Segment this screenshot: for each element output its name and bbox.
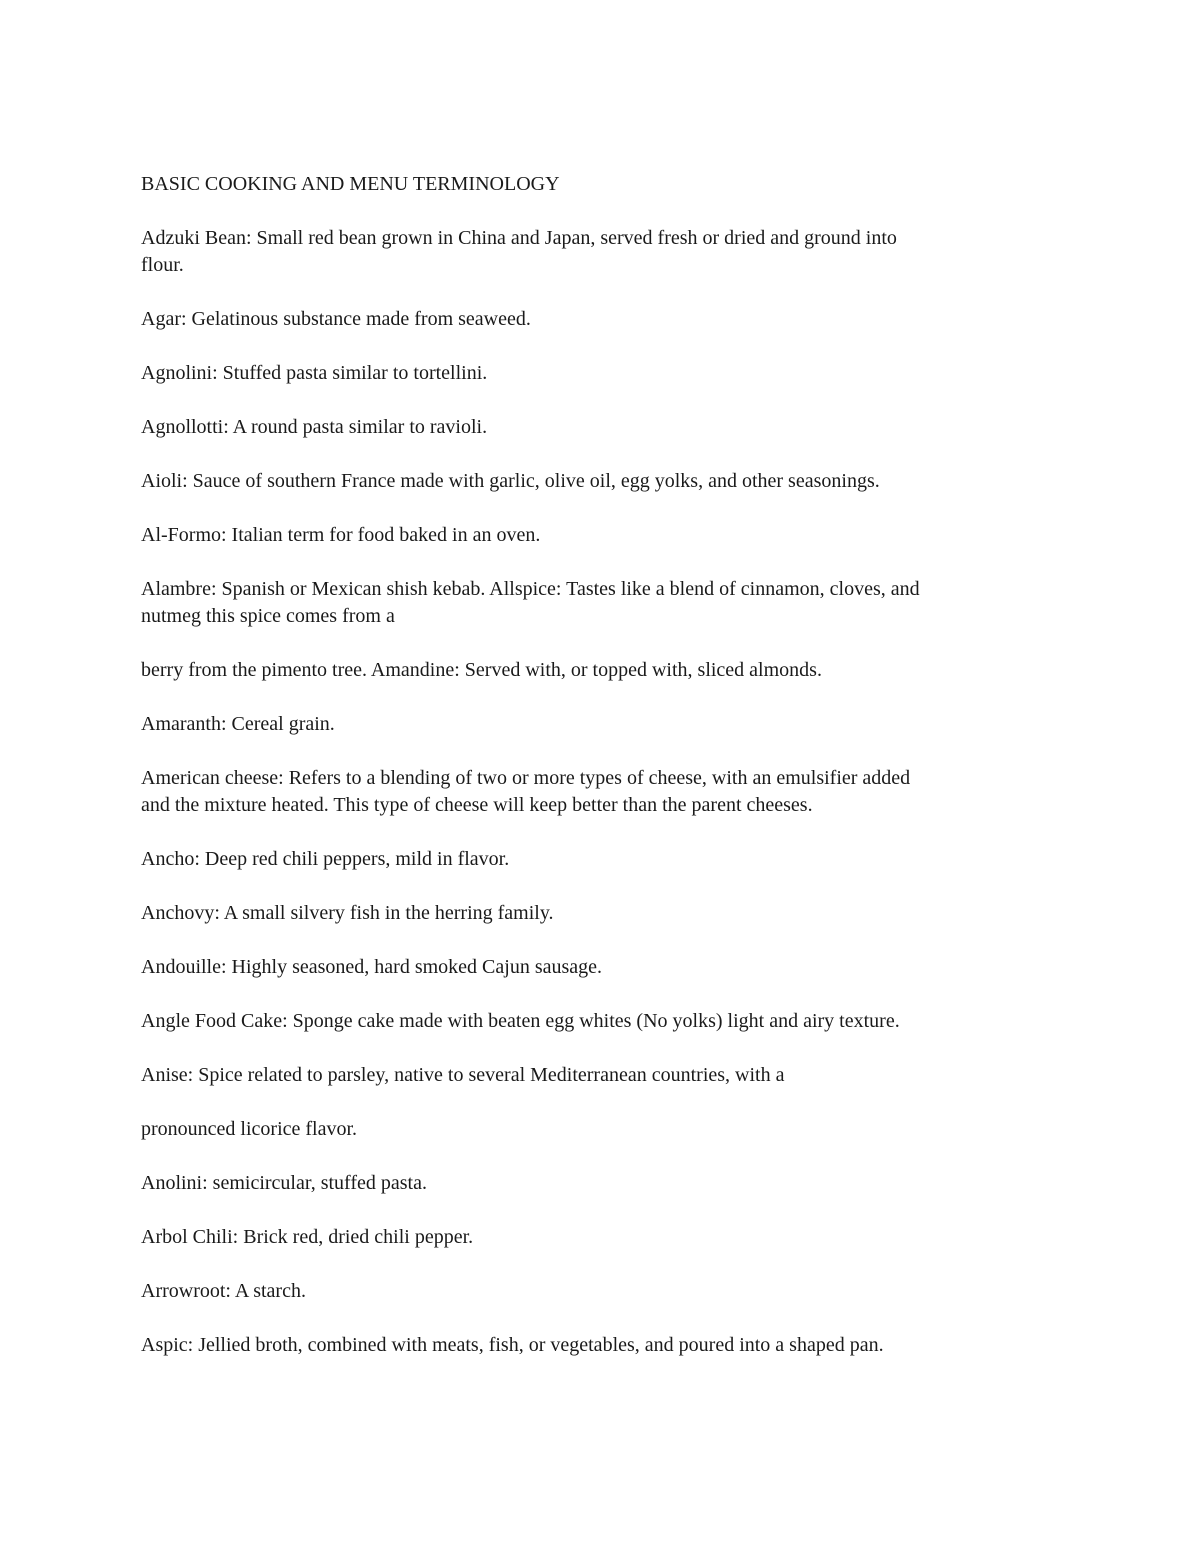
document-body <box>141 171 1076 1359</box>
term-aspic: Aspic: Jellied broth, combined with meats, fish, or vegetables, and poured into a shaped pan. <box>141 1334 884 1356</box>
term-agar: Agar: Gelatinous substance made from seaweed. <box>141 308 531 330</box>
term-andouille: Andouille: Highly seasoned, hard smoked Cajun sausage. <box>141 956 603 978</box>
term-anolini: Anolini: semicircular, stuffed pasta. <box>141 1172 427 1194</box>
term-aioli: Aioli: Sauce of southern France made with garlic, olive oil, egg yolks, and other seasonings. <box>141 470 880 492</box>
term-arbol-chili: Arbol Chili: Brick red, dried chili pepper. <box>141 1226 474 1248</box>
term-agnolini: Agnolini: Stuffed pasta similar to tortellini. <box>141 362 488 384</box>
document-title: BASIC COOKING AND MENU TERMINOLOGY <box>141 173 560 195</box>
term-anchovy: Anchovy: A small silvery fish in the herring family. <box>141 902 554 924</box>
term-adzuki-bean: Adzuki Bean: Small red bean grown in China and Japan, served fresh or dried and ground into flour. <box>141 227 897 276</box>
term-amaranth: Amaranth: Cereal grain. <box>141 713 335 735</box>
term-american-cheese: American cheese: Refers to a blending of two or more types of cheese, with an emulsifier added and the mixture heated. This type of cheese will keep better than the parent cheeses. <box>141 767 911 816</box>
term-anise-continued: pronounced licorice flavor. <box>141 1118 358 1140</box>
term-alambre-allspice: Alambre: Spanish or Mexican shish kebab. Allspice: Tastes like a blend of cinnamon, cloves, and nutmeg this spice comes from a <box>141 578 920 627</box>
term-anise: Anise: Spice related to parsley, native to several Mediterranean countries, with a <box>141 1064 785 1086</box>
term-al-formo: Al-Formo: Italian term for food baked in an oven. <box>141 524 541 546</box>
term-allspice-amandine: berry from the pimento tree. Amandine: Served with, or topped with, sliced almonds. <box>141 659 822 681</box>
term-agnollotti: Agnollotti: A round pasta similar to ravioli. <box>141 416 488 438</box>
term-angle-food-cake: Angle Food Cake: Sponge cake made with beaten egg whites (No yolks) light and airy texture. <box>141 1010 900 1032</box>
term-ancho: Ancho: Deep red chili peppers, mild in flavor. <box>141 848 510 870</box>
term-arrowroot: Arrowroot: A starch. <box>141 1280 306 1302</box>
